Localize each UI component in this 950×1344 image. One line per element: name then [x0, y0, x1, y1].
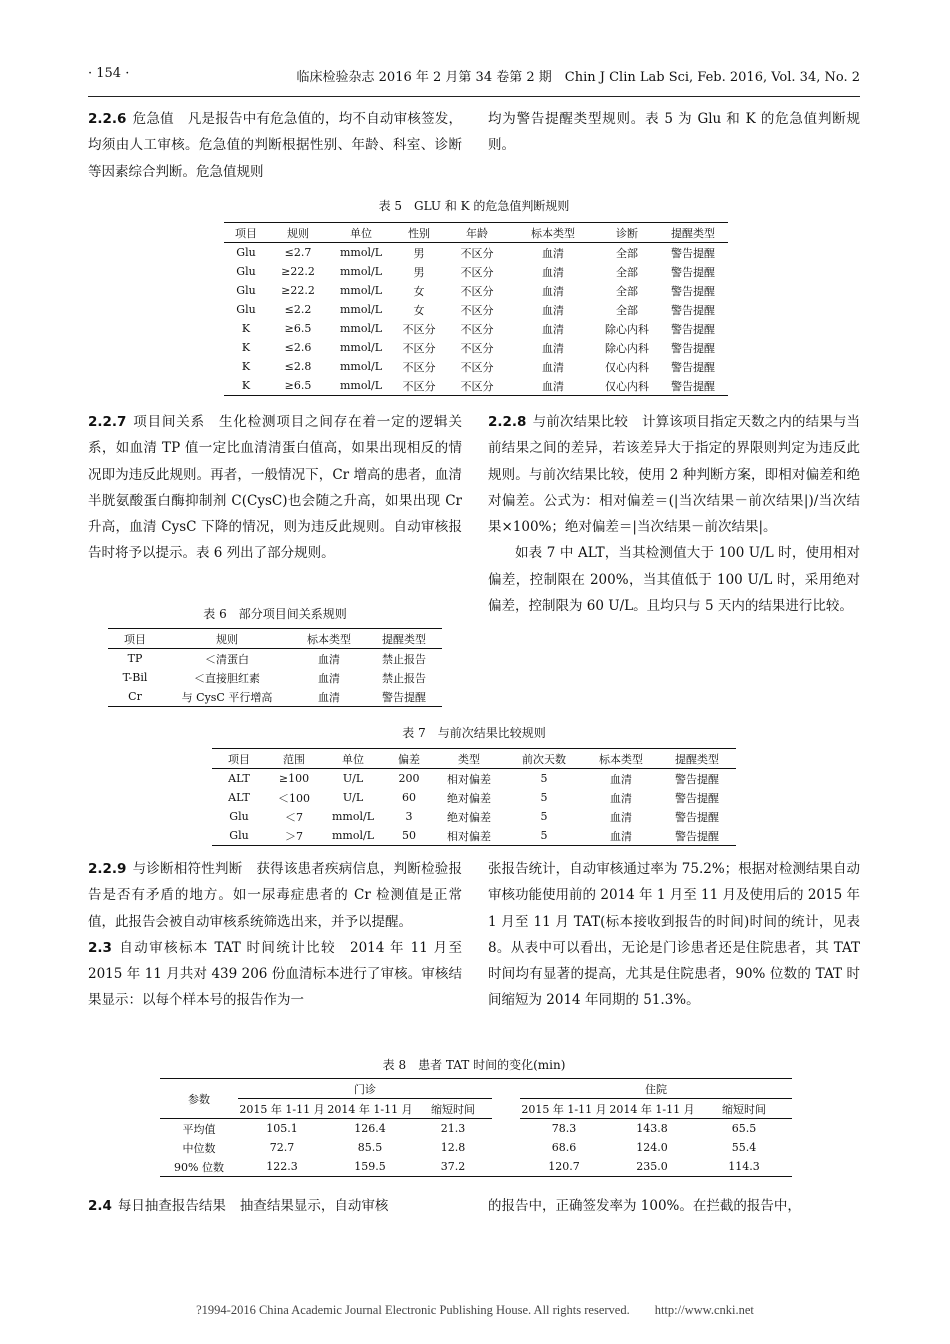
table-header-cell: 2014 年 1-11 月 — [608, 1099, 696, 1119]
table-cell: ≥6.5 — [268, 376, 328, 396]
table-cell: 114.3 — [696, 1157, 792, 1177]
section-2-2-6-right — [488, 106, 860, 159]
table-cell: 不区分 — [460, 265, 494, 279]
table-header-cell: 缩短时间 — [696, 1099, 792, 1119]
table-cell: 禁止报告 — [382, 671, 426, 685]
table-cell: 不区分 — [460, 284, 494, 298]
table8-param-header: 参数 — [160, 1079, 238, 1119]
table-cell: ＜100 — [278, 791, 310, 805]
table-cell: 5 — [540, 810, 548, 823]
table-header-cell: 项目 — [212, 749, 266, 769]
table-cell: 除心内科 — [605, 341, 649, 355]
table-cell: 禁止报告 — [382, 652, 426, 666]
section-title: 每日抽查报告结果 — [117, 1198, 226, 1214]
table-row — [212, 807, 736, 826]
section-title: 危急值 — [132, 111, 174, 127]
table-cell: 143.8 — [636, 1122, 668, 1135]
table-cell: 血清 — [584, 826, 658, 846]
table-cell: 男 — [413, 246, 425, 260]
table-cell: 血清 — [542, 322, 564, 336]
section-text: 抽查结果显示，自动审核 — [239, 1198, 389, 1214]
table-cell: mmol/L — [339, 360, 382, 373]
table-cell: 90% 位数 — [160, 1157, 238, 1177]
table-cell: T-Bil — [122, 671, 148, 684]
table-cell: 血清 — [610, 810, 632, 824]
table-cell: 235.0 — [608, 1157, 696, 1177]
table-cell: mmol/L — [339, 284, 382, 297]
table-header-cell: 缩短时间 — [414, 1099, 492, 1119]
table-cell: 血清 — [510, 376, 596, 396]
section-number: 2.3 — [88, 939, 112, 956]
table-header-cell: 范围 — [266, 749, 322, 769]
table-header-cell: 2014 年 1-11 月 — [326, 1099, 414, 1119]
table-cell: 不区分 — [402, 360, 436, 374]
table8-group-inpatient: 住院 — [520, 1079, 792, 1099]
table-cell: 警告提醒 — [671, 265, 715, 279]
section-text: 计算该项目指定天数之内的结果与当前结果之间的差异，若该差异大于指定的界限则判定为违反此规则。与前次结果比较，使用 2 种判断方案，即相对偏差和绝对偏差。公式为：相对偏差＝(|当次结果－前次结果|)/当次结果×100%；绝对偏差＝|当次结果－前次结果|。 — [488, 414, 861, 536]
table-row — [224, 262, 728, 281]
section-text: 获得该患者疾病信息，判断检验报告是否有矛盾的地方。如一尿毒症患者的 Cr 检测值是正常值，此报告会被自动审核系统筛选出来，并予以提醒。 — [88, 861, 463, 930]
table-cell: 血清 — [292, 687, 366, 707]
table-cell: 78.3 — [551, 1122, 577, 1135]
table-row — [108, 649, 442, 669]
table8-caption: 表 8 患者 TAT 时间的变化(min) — [382, 1058, 566, 1072]
table-row — [160, 1119, 792, 1139]
table7-caption: 表 7 与前次结果比较规则 — [402, 726, 546, 740]
table-cell: Glu — [236, 303, 256, 316]
table-cell: 72.7 — [269, 1141, 295, 1154]
table-cell: 不区分 — [394, 376, 444, 396]
section-number: 2.2.9 — [88, 861, 127, 877]
section-title: 与诊断相符性判断 — [132, 861, 243, 877]
table-cell: ＜7 — [285, 810, 303, 824]
table-row — [212, 788, 736, 807]
table-row — [160, 1138, 792, 1157]
table-cell: 126.4 — [354, 1122, 386, 1135]
table-header-cell: 规则 — [268, 223, 328, 243]
page-number: · 154 · — [88, 66, 130, 81]
table-row — [224, 300, 728, 319]
table-cell: 不区分 — [402, 341, 436, 355]
section-number: 2.2.8 — [488, 414, 527, 430]
table-cell: ≤2.7 — [284, 246, 312, 259]
table-header-cell: 单位 — [328, 223, 394, 243]
section-text: 张报告统计，自动审核通过率为 75.2%；根据对检测结果自动审核功能使用前的 2014 年 1 月至 11 月及使用后的 2015 年 1 月至 11 月 TAT(标本接收到报告的时间)时间的统计，见表 8。从表中可以看出，无论是门诊患者还是住院患者，其 TAT 时间均有显著的提高，尤其是住院患者，90% 位数的 TAT 时间缩短为 2014 年同期的 51.3%。 — [488, 861, 860, 1009]
section-2-2-9-and-2-3 — [88, 856, 462, 1014]
table8 — [160, 1078, 792, 1177]
table-cell: 警告提醒 — [671, 284, 715, 298]
table-header-cell: 提醒类型 — [658, 749, 736, 769]
table-header-cell: 标本类型 — [584, 749, 658, 769]
section-text-2: 如表 7 中 ALT，当其检测值大于 100 U/L 时，使用相对偏差，控制限在 200%，当其值低于 100 U/L 时，采用绝对偏差，控制限为 60 U/L。且均只与 5 天内的结果进行比较。 — [488, 545, 860, 615]
section-number: 2.2.7 — [88, 414, 127, 430]
table-cell: Glu — [236, 284, 256, 297]
table-cell: 绝对偏差 — [447, 810, 491, 824]
table-cell: 122.3 — [238, 1157, 326, 1177]
table-cell: 绝对偏差 — [447, 791, 491, 805]
table-cell: Glu — [236, 265, 256, 278]
table-cell: ≤2.6 — [284, 341, 312, 354]
table-cell: 37.2 — [414, 1157, 492, 1177]
table-header-cell: 偏差 — [384, 749, 434, 769]
table-row — [224, 243, 728, 263]
table-cell: 50 — [384, 826, 434, 846]
table-cell: 男 — [413, 265, 425, 279]
table-cell: ＜清蛋白 — [205, 652, 249, 666]
section-2-4-right — [488, 1193, 860, 1219]
table-cell: 警告提醒 — [658, 376, 728, 396]
table-cell: 相对偏差 — [434, 826, 504, 846]
table-cell: 警告提醒 — [675, 772, 719, 786]
table-cell: 警告提醒 — [675, 791, 719, 805]
table-cell: U/L — [342, 772, 364, 785]
table5 — [224, 222, 728, 396]
table-cell: 不区分 — [460, 303, 494, 317]
table-header-cell: 前次天数 — [504, 749, 584, 769]
table-cell: 不区分 — [460, 246, 494, 260]
table-header-cell: 类型 — [434, 749, 504, 769]
table-header-cell: 单位 — [322, 749, 384, 769]
table-cell: K — [241, 341, 251, 354]
table-row — [108, 668, 442, 687]
table-cell: 不区分 — [460, 322, 494, 336]
section-2-2-8 — [488, 409, 860, 619]
table-cell: 警告提醒 — [671, 360, 715, 374]
table-header-cell: 年龄 — [444, 223, 510, 243]
table-cell: 全部 — [616, 303, 638, 317]
table-cell: 不区分 — [460, 341, 494, 355]
table-cell: U/L — [342, 791, 364, 804]
table-cell: ≥22.2 — [281, 284, 315, 297]
table-cell: mmol/L — [339, 303, 382, 316]
table-header-cell: 标本类型 — [292, 629, 366, 649]
table-header-cell: 规则 — [162, 629, 292, 649]
section-text: 均为警告提醒类型规则。表 5 为 Glu 和 K 的危急值判断规则。 — [488, 111, 860, 154]
table-cell: 警告提醒 — [366, 687, 442, 707]
table-cell: mmol/L — [339, 322, 382, 335]
table-cell: ≤2.2 — [284, 303, 312, 316]
section-text: 2014 年 11 月至 2015 年 11 月共对 439 206 份血清标本进行了审核。审核结果显示：以每个样本号的报告作为一 — [88, 939, 462, 1009]
table-cell: Glu — [236, 246, 256, 259]
table-cell: 65.5 — [731, 1122, 757, 1135]
section-title: 与前次结果比较 — [532, 414, 629, 430]
table-cell: Glu — [212, 826, 266, 846]
copyright-footer: ?1994-2016 China Academic Journal Electronic Publishing House. All rights reserved. http://www.cnki.net — [196, 1303, 754, 1317]
section-title: 自动审核标本 TAT 时间统计比较 — [117, 939, 336, 956]
table-row — [224, 357, 728, 376]
section-2-2-6-left — [88, 106, 462, 185]
table-header-cell: 标本类型 — [510, 223, 596, 243]
table-row — [108, 687, 442, 707]
table-cell: ＜直接胆红素 — [194, 671, 260, 685]
table-cell: mmol/L — [331, 810, 374, 823]
table-cell: ≥22.2 — [281, 265, 315, 278]
table-cell: 血清 — [318, 652, 340, 666]
table-cell: TP — [127, 652, 143, 665]
table-cell: 血清 — [542, 303, 564, 317]
table-cell: 3 — [405, 810, 413, 823]
table-cell: 全部 — [616, 284, 638, 298]
table-cell: Cr — [108, 687, 162, 707]
section-text: 凡是报告中有危急值的，均不自动审核签发，均须由人工审核。危急值的判断根据性别、年龄、科室、诊断等因素综合判断。危急值规则 — [88, 111, 463, 180]
table-cell: ＞7 — [266, 826, 322, 846]
table-cell: 除心内科 — [605, 322, 649, 336]
table-header-cell: 提醒类型 — [366, 629, 442, 649]
section-title: 项目间关系 — [132, 414, 205, 430]
table-header-cell: 诊断 — [596, 223, 658, 243]
section-number: 2.2.6 — [88, 111, 127, 127]
table-header-cell: 2015 年 1-11 月 — [520, 1099, 608, 1119]
table-row — [212, 769, 736, 789]
table-cell: mmol/L — [339, 341, 382, 354]
table-cell: 12.8 — [440, 1141, 466, 1154]
section-number: 2.4 — [88, 1198, 112, 1214]
table-cell: 警告提醒 — [671, 246, 715, 260]
table-cell: 女 — [413, 284, 425, 298]
table6 — [108, 628, 442, 707]
table-cell: 105.1 — [266, 1122, 298, 1135]
table-cell: 124.0 — [636, 1141, 668, 1154]
table-cell: 血清 — [542, 341, 564, 355]
section-2-2-7 — [88, 409, 462, 567]
table-header-cell: 提醒类型 — [658, 223, 728, 243]
table-cell: 159.5 — [326, 1157, 414, 1177]
table-cell: 55.4 — [731, 1141, 757, 1154]
table-cell: Glu — [229, 810, 249, 823]
table-row — [160, 1157, 792, 1177]
table-cell: 警告提醒 — [675, 810, 719, 824]
table-cell: 200 — [398, 772, 420, 785]
table-cell: 不区分 — [460, 360, 494, 374]
section-text: 生化检测项目之间存在着一定的逻辑关系，如血清 TP 值一定比血清清蛋白值高，如果出现相反的情况即为违反此规则。再者，一般情况下，Cr 增高的患者，血清半胱氨酸蛋白酶抑制剂 C(CysC)也会随之升高，如果出现 Cr 升高，血清 CysC 下降的情况，则为违反此规则。自动审核报告时将予以提示。表 6 列出了部分规则。 — [88, 414, 462, 562]
table-cell: 不区分 — [444, 376, 510, 396]
table-row — [224, 319, 728, 338]
table-cell: 血清 — [542, 360, 564, 374]
journal-citation: 临床检验杂志 2016 年 2 月第 34 卷第 2 期 Chin J Clin Lab Sci, Feb. 2016, Vol. 34, No. 2 — [296, 70, 860, 85]
table-cell: 血清 — [542, 246, 564, 260]
table-cell: 60 — [402, 791, 416, 804]
table6-caption: 表 6 部分项目间关系规则 — [203, 607, 347, 621]
table-cell: mmol/L — [328, 376, 394, 396]
table-row — [224, 376, 728, 396]
table-cell: 平均值 — [182, 1122, 216, 1136]
table-cell: 68.6 — [551, 1141, 577, 1154]
table-header-cell: 性别 — [394, 223, 444, 243]
table-cell: mmol/L — [339, 246, 382, 259]
table-cell: 警告提醒 — [658, 826, 736, 846]
section-text: 的报告中，正确签发率为 100%。在拦截的报告中， — [488, 1198, 801, 1214]
table-cell: K — [241, 360, 251, 373]
table-cell: ≥100 — [278, 772, 310, 785]
table-cell: 5 — [504, 826, 584, 846]
section-2-3-right — [488, 856, 860, 1014]
table-cell: 85.5 — [357, 1141, 383, 1154]
table-cell: 120.7 — [520, 1157, 608, 1177]
table-cell: 5 — [540, 791, 548, 804]
table-cell: 警告提醒 — [671, 341, 715, 355]
table-cell: 血清 — [610, 791, 632, 805]
table-cell: 全部 — [616, 246, 638, 260]
table-cell: 5 — [540, 772, 548, 785]
table-cell: 警告提醒 — [671, 303, 715, 317]
table-cell: 仅心内科 — [596, 376, 658, 396]
table7 — [212, 748, 736, 846]
table-row — [224, 338, 728, 357]
table-cell: ALT — [228, 791, 250, 804]
table-header-cell: 2015 年 1-11 月 — [238, 1099, 326, 1119]
table-cell: mmol/L — [322, 826, 384, 846]
table-cell: 血清 — [610, 772, 632, 786]
table-cell: ≥6.5 — [284, 322, 312, 335]
table-cell: 全部 — [616, 265, 638, 279]
section-2-4-left — [88, 1193, 462, 1219]
table-cell: 女 — [413, 303, 425, 317]
table-cell: ≤2.8 — [284, 360, 312, 373]
table-cell: 相对偏差 — [447, 772, 491, 786]
table-row — [212, 826, 736, 846]
header-rule — [88, 96, 860, 97]
table5-caption: 表 5 GLU 和 K 的危急值判断规则 — [378, 199, 570, 213]
table-cell: 血清 — [542, 284, 564, 298]
table-row — [224, 281, 728, 300]
table-cell: 警告提醒 — [671, 322, 715, 336]
table-cell: 不区分 — [402, 322, 436, 336]
table-cell: 与 CysC 平行增高 — [162, 687, 292, 707]
table8-group-outpatient: 门诊 — [238, 1079, 492, 1099]
page-header — [88, 66, 860, 90]
table-header-cell: 项目 — [108, 629, 162, 649]
table-cell: 血清 — [542, 265, 564, 279]
table-cell: 21.3 — [440, 1122, 466, 1135]
table-cell: ALT — [228, 772, 250, 785]
table-cell: 血清 — [318, 671, 340, 685]
table-cell: 中位数 — [182, 1141, 216, 1155]
table-header-cell: 项目 — [224, 223, 268, 243]
table-cell: mmol/L — [339, 265, 382, 278]
table-cell: K — [241, 322, 251, 335]
table-cell: 仅心内科 — [605, 360, 649, 374]
table-cell: K — [224, 376, 268, 396]
